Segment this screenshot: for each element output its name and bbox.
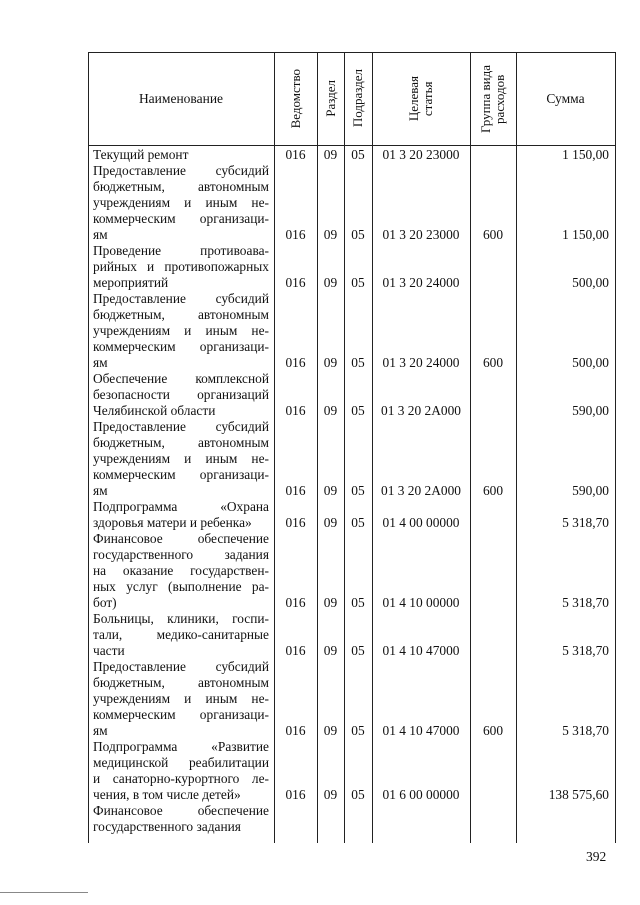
header-bottom-border — [88, 145, 615, 146]
cell-podrazdel: 05 — [351, 483, 365, 498]
cell-razdel: 09 — [323, 483, 338, 498]
cell-podrazdel: 05 — [351, 723, 365, 738]
cell-gruppa — [470, 787, 516, 803]
cell-podrazdel: 05 — [351, 643, 365, 658]
row-name-line: тали, медико-санитарные — [93, 627, 269, 642]
row-name-line: учреждениям и иным не- — [93, 323, 269, 338]
row-name — [93, 739, 269, 803]
header-vedomstvo: Ведомство — [287, 68, 303, 129]
cell-podrazdel: 05 — [351, 403, 365, 418]
row-name-line: Текущий ремонт — [93, 147, 189, 162]
row-name — [93, 147, 269, 163]
cell-summa: 5 318,70 — [562, 595, 609, 610]
cell-celevaya: 01 4 10 47000 — [382, 643, 460, 658]
row-name-line: Подпрограмма «Развитие — [93, 739, 269, 754]
row-name-line: Челябинской области — [93, 403, 216, 418]
cell-vedomstvo: 016 — [285, 723, 306, 738]
row-name-line: ям — [93, 483, 108, 498]
row-name-line: Проведение противоава- — [93, 243, 269, 258]
row-name — [93, 499, 269, 531]
cell-podrazdel — [344, 819, 372, 835]
row-name-line: Предоставление субсидий — [93, 419, 269, 434]
header-razdel: Раздел — [322, 80, 338, 117]
table-row — [88, 163, 615, 243]
row-name-line: коммерческим организаци- — [93, 211, 269, 226]
cell-razdel: 09 — [323, 275, 338, 290]
cell-podrazdel: 05 — [351, 355, 365, 370]
cell-razdel: 09 — [323, 227, 338, 242]
row-name-line: ям — [93, 355, 108, 370]
row-name — [93, 419, 269, 499]
cell-vedomstvo: 016 — [285, 515, 306, 530]
cell-gruppa: 600 — [482, 483, 504, 498]
row-name-line: Финансовое обеспечение — [93, 531, 269, 546]
row-name-line: Предоставление субсидий — [93, 163, 269, 178]
table-row — [88, 291, 615, 371]
cell-vedomstvo: 016 — [285, 275, 306, 290]
row-name — [93, 243, 269, 291]
row-name-line: коммерческим организаци- — [93, 339, 269, 354]
row-name-line: Предоставление субсидий — [93, 659, 269, 674]
cell-gruppa — [470, 643, 516, 659]
row-name-line: ям — [93, 723, 108, 738]
row-name-line: чения, в том числе детей» — [93, 787, 241, 802]
cell-razdel: 09 — [323, 723, 338, 738]
table-row — [88, 243, 615, 291]
row-name-line: медицинской реабилитации — [93, 755, 269, 770]
cell-vedomstvo: 016 — [285, 643, 306, 658]
cell-vedomstvo: 016 — [285, 355, 306, 370]
cell-celevaya — [372, 819, 470, 835]
header-celevaya: Целевая статья — [406, 75, 435, 122]
cell-summa: 1 150,00 — [562, 147, 609, 162]
row-name-line: коммерческим организаци- — [93, 467, 269, 482]
row-name-line: бюджетным, автономным — [93, 307, 269, 322]
footer-line — [0, 892, 88, 893]
table-row — [88, 803, 615, 835]
cell-podrazdel: 05 — [351, 147, 365, 162]
table-row — [88, 739, 615, 803]
cell-celevaya: 01 3 20 2А000 — [381, 403, 461, 418]
cell-summa: 590,00 — [572, 483, 609, 498]
cell-razdel: 09 — [323, 595, 338, 610]
cell-podrazdel: 05 — [351, 275, 365, 290]
row-name-line: Предоставление субсидий — [93, 291, 269, 306]
row-name-line: Подпрограмма «Охрана — [93, 499, 269, 514]
cell-celevaya: 01 6 00 00000 — [382, 787, 460, 802]
row-name-line: коммерческим организаци- — [93, 707, 269, 722]
cell-podrazdel: 05 — [351, 227, 365, 242]
row-name-line: здоровья матери и ребенка» — [93, 515, 252, 530]
cell-gruppa — [470, 147, 516, 163]
col-border — [615, 52, 616, 843]
table-row — [88, 531, 615, 611]
cell-celevaya: 01 3 20 2А000 — [381, 483, 461, 498]
cell-razdel: 09 — [323, 515, 338, 530]
cell-vedomstvo — [274, 819, 317, 835]
cell-vedomstvo: 016 — [285, 403, 306, 418]
cell-celevaya: 01 3 20 24000 — [382, 275, 460, 290]
header-podrazdel: Подраздел — [350, 69, 365, 128]
cell-summa: 500,00 — [572, 275, 609, 290]
cell-gruppa — [470, 595, 516, 611]
cell-podrazdel: 05 — [351, 515, 365, 530]
cell-vedomstvo: 016 — [285, 595, 306, 610]
cell-razdel: 09 — [323, 787, 338, 802]
cell-summa: 138 575,60 — [548, 787, 609, 802]
page-number: 392 — [586, 849, 607, 864]
row-name-line: учреждениям и иным не- — [93, 451, 269, 466]
row-name-line: ных услуг (выполнение ра- — [93, 579, 269, 594]
cell-vedomstvo: 016 — [285, 147, 306, 162]
cell-summa: 5 318,70 — [562, 643, 609, 658]
header-celevaya-cell — [372, 52, 470, 145]
row-name-line: учреждениям и иным не- — [93, 195, 269, 210]
cell-vedomstvo: 016 — [285, 483, 306, 498]
cell-razdel: 09 — [323, 643, 338, 658]
cell-razdel — [317, 819, 344, 835]
header-podrazdel-cell — [344, 52, 372, 145]
cell-razdel: 09 — [323, 147, 338, 162]
header-vedomstvo-cell — [274, 52, 317, 145]
row-name-line: государственного задания — [93, 819, 241, 834]
cell-gruppa: 600 — [482, 723, 504, 738]
row-name-line: бот) — [93, 595, 117, 610]
row-name — [93, 531, 269, 611]
cell-gruppa — [470, 515, 516, 531]
row-name-line: бюджетным, автономным — [93, 435, 269, 450]
row-name-line: бюджетным, автономным — [93, 675, 269, 690]
header-name: Наименование — [138, 90, 224, 106]
cell-vedomstvo: 016 — [285, 227, 306, 242]
table-row — [88, 419, 615, 499]
row-name-line: ям — [93, 227, 108, 242]
cell-summa: 500,00 — [572, 355, 609, 370]
cell-gruppa — [470, 403, 516, 419]
row-name-line: учреждениям и иным не- — [93, 691, 269, 706]
cell-gruppa — [470, 819, 516, 835]
header-summa: Сумма — [546, 90, 585, 106]
row-name — [93, 659, 269, 739]
header-razdel-cell — [317, 52, 344, 145]
row-name-line: бюджетным, автономным — [93, 179, 269, 194]
row-name-line: и санаторно-курортного ле- — [93, 771, 269, 786]
row-name — [93, 291, 269, 371]
header-gruppa: Группа вида расходов — [478, 64, 507, 133]
cell-summa: 5 318,70 — [562, 515, 609, 530]
row-name-line: безопасности организаций — [93, 387, 269, 402]
row-name — [93, 611, 269, 659]
table-row — [88, 371, 615, 419]
cell-celevaya: 01 4 00 00000 — [382, 515, 460, 530]
table-row — [88, 659, 615, 739]
cell-vedomstvo: 016 — [285, 787, 306, 802]
cell-razdel: 09 — [323, 403, 338, 418]
cell-celevaya: 01 4 10 00000 — [382, 595, 460, 610]
row-name-line: мероприятий — [93, 275, 169, 290]
row-name — [93, 163, 269, 243]
row-name — [93, 803, 269, 835]
cell-podrazdel: 05 — [351, 787, 365, 802]
row-name-line: части — [93, 643, 125, 658]
cell-celevaya: 01 3 20 24000 — [382, 355, 460, 370]
cell-podrazdel: 05 — [351, 595, 365, 610]
cell-celevaya: 01 3 20 23000 — [382, 147, 460, 162]
cell-summa: 1 150,00 — [562, 227, 609, 242]
row-name-line: государственного задания — [93, 547, 269, 562]
cell-celevaya: 01 4 10 47000 — [382, 723, 460, 738]
row-name-line: Финансовое обеспечение — [93, 803, 269, 818]
cell-gruppa — [470, 275, 516, 291]
cell-summa: 590,00 — [572, 403, 609, 418]
cell-razdel: 09 — [323, 355, 338, 370]
row-name-line: на оказание государствен- — [93, 563, 269, 578]
cell-summa — [516, 819, 609, 835]
cell-gruppa: 600 — [482, 355, 504, 370]
cell-summa: 5 318,70 — [562, 723, 609, 738]
table-row — [88, 611, 615, 659]
header-gruppa-cell — [470, 52, 516, 145]
row-name — [93, 371, 269, 419]
table-row — [88, 147, 615, 163]
row-name-line: Больницы, клиники, госпи- — [93, 611, 269, 626]
table-row — [88, 499, 615, 531]
cell-celevaya: 01 3 20 23000 — [382, 227, 460, 242]
cell-gruppa: 600 — [482, 227, 504, 242]
row-name-line: Обеспечение комплексной — [93, 371, 269, 386]
row-name-line: рийных и противопожарных — [93, 259, 269, 274]
